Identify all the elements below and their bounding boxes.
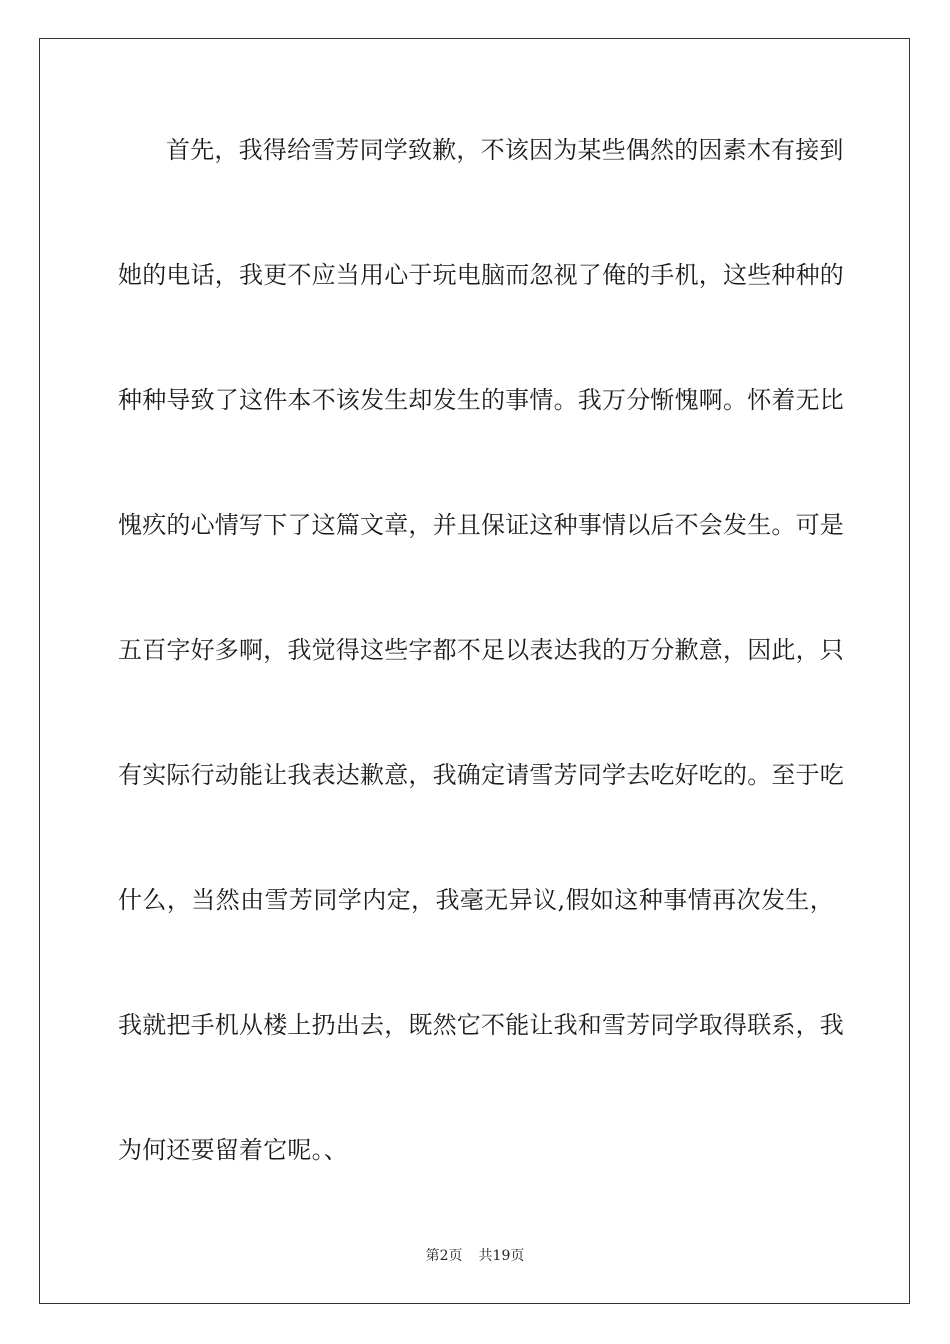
paragraph-line-6: 有实际行动能让我表达歉意，我确定请雪芳同学去吃好吃的。至于吃 [118,761,844,789]
paragraph-line-2: 她的电话，我更不应当用心于玩电脑而忽视了俺的手机，这些种种的 [118,261,844,289]
paragraph-line-7: 什么，当然由雪芳同学内定，我毫无异议,假如这种事情再次发生， [118,886,834,914]
paragraph-line-4: 愧疚的心情写下了这篇文章，并且保证这种事情以后不会发生。可是 [118,511,844,539]
paragraph-line-1: 首先，我得给雪芳同学致歉，不该因为某些偶然的因素木有接到 [166,136,844,164]
paragraph-line-8: 我就把手机从楼上扔出去，既然它不能让我和雪芳同学取得联系，我 [118,1011,844,1039]
total-pages: 共19页 [478,1248,525,1264]
page-number: 第2页 [425,1248,463,1264]
paragraph-line-9: 为何还要留着它呢。、 [118,1136,348,1164]
page-footer [0,1247,950,1265]
paragraph-line-3: 种种导致了这件本不该发生却发生的事情。我万分惭愧啊。怀着无比 [118,386,844,414]
paragraph-line-5: 五百字好多啊，我觉得这些字都不足以表达我的万分歉意，因此，只 [118,636,844,664]
page-border [39,38,910,1304]
